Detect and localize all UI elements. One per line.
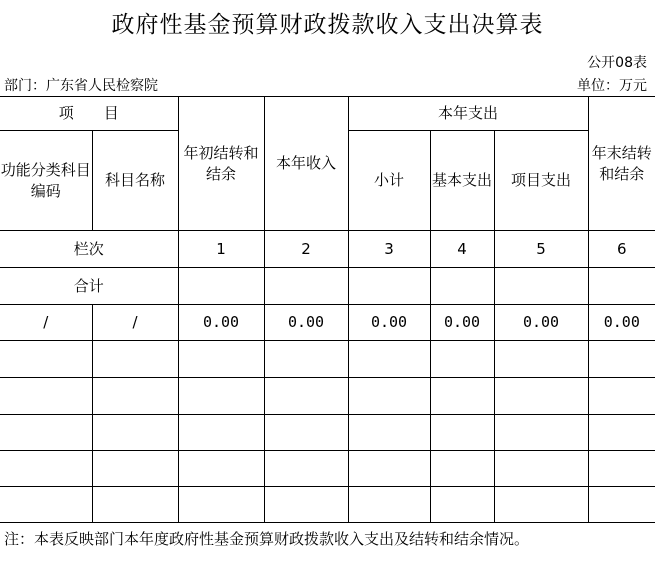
table-row	[0, 305, 655, 341]
value-cell: 0.00	[264, 305, 348, 341]
page-title: 政府性基金预算财政拨款收入支出决算表	[111, 12, 544, 38]
column-index-row	[0, 231, 655, 268]
header-basic-expense: 基本支出	[430, 131, 494, 231]
value-cell: 0.00	[430, 305, 494, 341]
table-note: 注：本表反映部门本年度政府性基金预算财政拨款收入支出及结转和结余情况。	[4, 530, 530, 548]
header-project-expense: 项目支出	[494, 131, 588, 231]
header-func-code: 功能分类科目编码	[0, 131, 92, 231]
header-item: 项 目	[0, 97, 178, 131]
header-current-expense: 本年支出	[348, 97, 588, 131]
table-cell	[430, 268, 494, 305]
value-cell: 0.00	[178, 305, 264, 341]
header-subtotal: 小计	[348, 131, 430, 231]
header-opening-balance: 年初结转和结余	[178, 97, 264, 231]
column-number: 1	[178, 231, 264, 268]
table-cell	[348, 268, 430, 305]
column-number: 4	[430, 231, 494, 268]
empty-row	[0, 341, 655, 378]
func-code-cell: /	[0, 305, 92, 341]
header-subject-name: 科目名称	[92, 131, 178, 231]
table-cell	[588, 268, 655, 305]
column-index-label: 栏次	[0, 231, 178, 268]
total-label: 合计	[0, 268, 178, 305]
total-row	[0, 268, 655, 305]
header-row-1	[0, 97, 655, 131]
form-code: 公开08表	[587, 55, 647, 71]
table-cell	[264, 268, 348, 305]
department-label: 部门：广东省人民检察院	[4, 78, 158, 94]
column-number: 6	[588, 231, 655, 268]
header-closing-balance: 年末结转和结余	[588, 97, 655, 231]
value-cell: 0.00	[588, 305, 655, 341]
empty-row	[0, 415, 655, 451]
value-cell: 0.00	[348, 305, 430, 341]
value-cell: 0.00	[494, 305, 588, 341]
table-cell	[178, 268, 264, 305]
table-cell	[494, 268, 588, 305]
unit-label: 单位：万元	[577, 78, 647, 94]
empty-row	[0, 487, 655, 523]
budget-table	[0, 96, 655, 523]
column-number: 5	[494, 231, 588, 268]
empty-row	[0, 378, 655, 415]
header-current-income: 本年收入	[264, 97, 348, 231]
column-number: 3	[348, 231, 430, 268]
subject-name-cell: /	[92, 305, 178, 341]
empty-row	[0, 451, 655, 487]
column-number: 2	[264, 231, 348, 268]
